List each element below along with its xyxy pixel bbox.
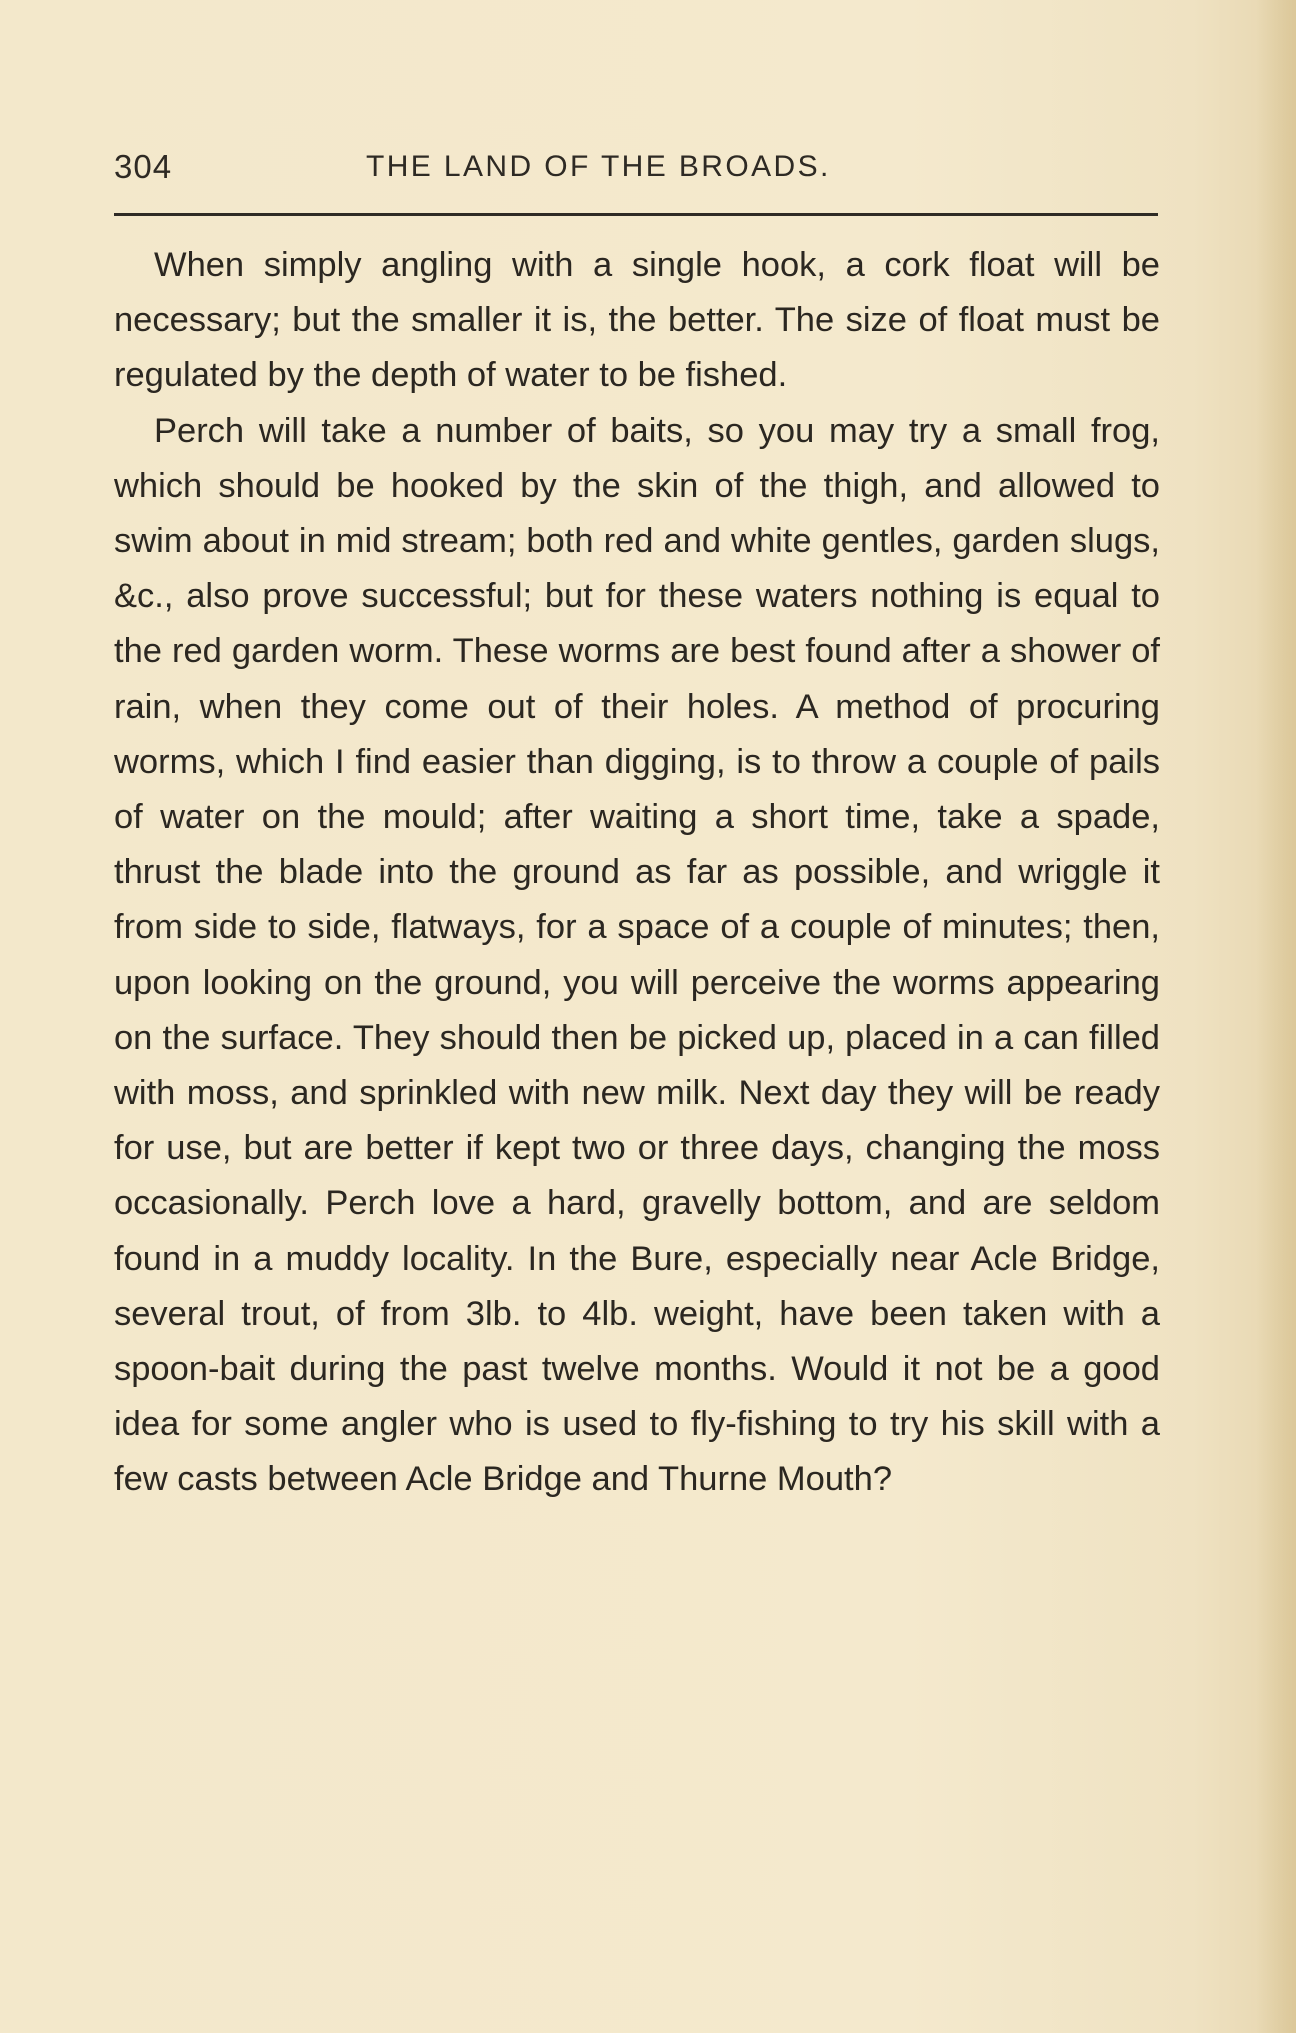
running-title: THE LAND OF THE BROADS. (366, 150, 831, 183)
page-number: 304 (114, 148, 173, 185)
page-header (114, 148, 1160, 188)
page-edge-shadow (1256, 0, 1296, 2033)
paragraph-1: When simply angling with a single hook, a cork float will be necessary; but the smaller it is, the better. The size of float must be regulated by the depth of water to be fished. (114, 246, 1160, 395)
body-text (114, 238, 1160, 1508)
header-rule (114, 213, 1158, 216)
paragraph-2: Perch will take a number of baits, so you may try a small frog, which should be hooked by the skin of the thigh, and allowed to swim about in mid stream; both red and white gentles, garden slugs, &c., also prove successful; but for these waters nothing is equal to the red garden worm. These worms are best found after a shower of rain, when they come out of their holes. A method of procuring worms, which I find easier than digging, is to throw a couple of pails of water on the mould; after waiting a short time, take a spade, thrust the blade into the ground as far as possible, and wriggle it from side to side, flatways, for a space of a couple of minutes; then, upon looking on the ground, you will perceive the worms appearing on the surface. They should then be picked up, placed in a can filled with moss, and sprinkled with new milk. Next day they will be ready for use, but are better if kept two or three days, changing the moss occasionally. Perch love a hard, gravelly bottom, and are seldom found in a muddy locality. In the Bure, especially near Acle Bridge, several trout, of from 3lb. to 4lb. weight, have been taken with a spoon-bait during the past twelve months. Would it not be a good idea for some angler who is used to fly-fishing to try his skill with a few casts between Acle Bridge and Thurne Mouth? (114, 411, 1160, 1499)
